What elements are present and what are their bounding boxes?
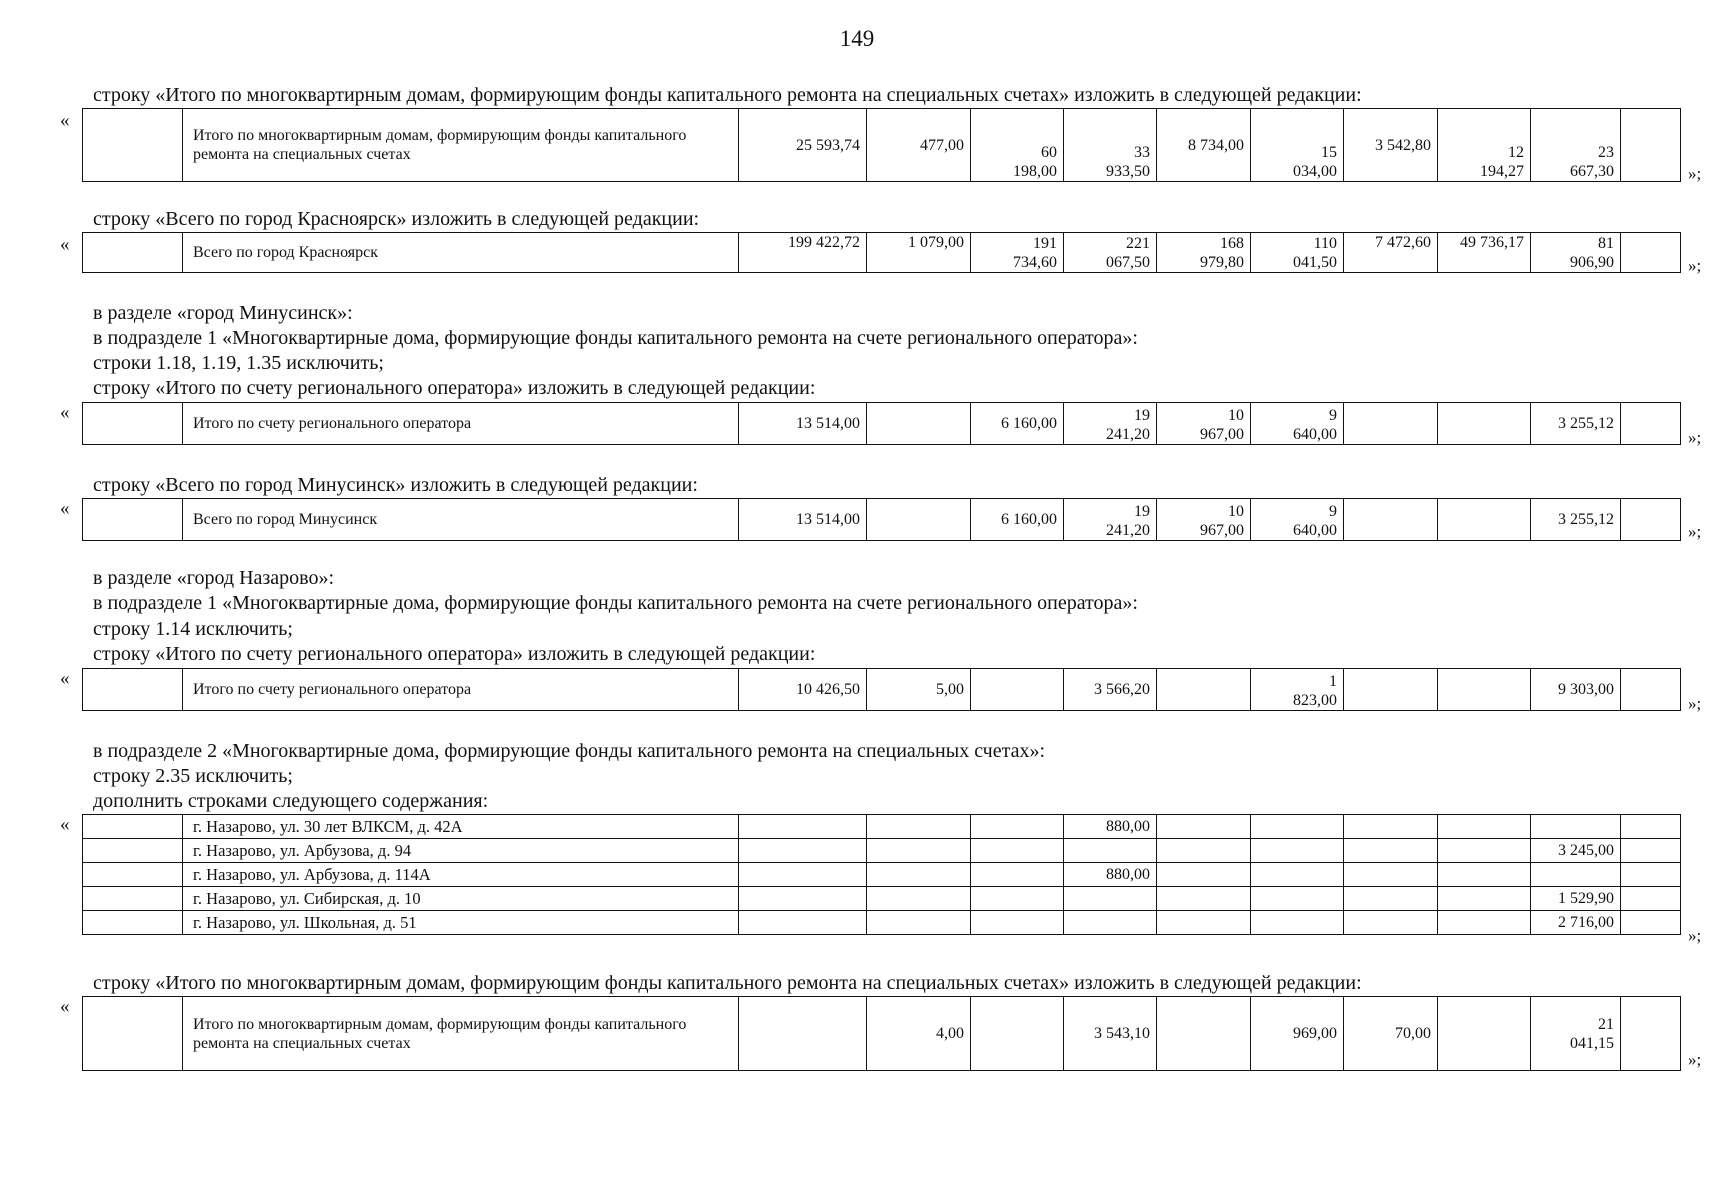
table-cell: 9 640,00 <box>1251 403 1344 445</box>
table-cell <box>739 839 867 863</box>
row-name: Всего по город Красноярск <box>183 233 739 273</box>
closing-quote: »; <box>1688 926 1702 945</box>
table-cell <box>867 887 971 911</box>
table-cell: 13 514,00 <box>739 499 867 541</box>
table-cell: 15 034,00 <box>1251 109 1344 182</box>
opening-quote: « <box>60 234 70 255</box>
row-name: Итого по счету регионального оператора <box>183 669 739 711</box>
table-cell <box>1251 911 1344 935</box>
table-cell <box>83 109 183 182</box>
table-cell <box>1344 839 1438 863</box>
instruction-line: в разделе «город Минусинск»: <box>93 302 353 324</box>
address-cell: г. Назарово, ул. Школьная, д. 51 <box>183 911 739 935</box>
instruction-line: строку 1.14 исключить; <box>93 618 293 640</box>
table-cell <box>1621 233 1681 273</box>
instruction-line: в подразделе 1 «Многоквартирные дома, формирующие фонды капитального ремонта на счете регионального оператора»: <box>93 592 1138 614</box>
table-cell <box>1438 499 1531 541</box>
amendment-table-total-special-accounts <box>82 108 1681 182</box>
table-cell <box>1064 911 1157 935</box>
table-cell <box>1344 669 1438 711</box>
table-cell: 6 160,00 <box>971 403 1064 445</box>
table-cell: 5,00 <box>867 669 971 711</box>
table-cell: 70,00 <box>1344 997 1438 1071</box>
instruction-line: строки 1.18, 1.19, 1.35 исключить; <box>93 352 384 374</box>
instruction-line: строку «Итого по многоквартирным домам, формирующим фонды капитального ремонта на специальных счетах» изложить в следующей редакции: <box>93 972 1362 994</box>
table-cell: 9 303,00 <box>1531 669 1621 711</box>
table-row <box>83 911 1681 935</box>
table-cell <box>1344 403 1438 445</box>
page-number: 149 <box>839 26 875 51</box>
table-cell <box>739 887 867 911</box>
amendment-table-nazarovo-special-total <box>82 996 1681 1071</box>
table-cell <box>971 815 1064 839</box>
table-row <box>83 815 1681 839</box>
instruction-line: строку «Итого по счету регионального оператора» изложить в следующей редакции: <box>93 643 816 665</box>
table-row <box>83 887 1681 911</box>
table-cell <box>739 815 867 839</box>
table-cell <box>1251 887 1344 911</box>
table-row <box>83 863 1681 887</box>
table-cell: 3 542,80 <box>1344 109 1438 182</box>
table-cell <box>83 233 183 273</box>
instruction-line: строку «Всего по город Минусинск» изложить в следующей редакции: <box>93 474 698 496</box>
closing-quote: »; <box>1688 1050 1702 1069</box>
table-cell <box>1438 863 1531 887</box>
table-cell <box>971 839 1064 863</box>
table-cell <box>1157 863 1251 887</box>
table-cell <box>739 863 867 887</box>
table-cell <box>971 669 1064 711</box>
table-cell <box>83 887 183 911</box>
table-cell <box>1157 815 1251 839</box>
table-cell: 60 198,00 <box>971 109 1064 182</box>
table-cell <box>1438 997 1531 1071</box>
table-cell <box>1531 863 1621 887</box>
table-cell: 168 979,80 <box>1157 233 1251 273</box>
table-row <box>83 403 1681 445</box>
table-row <box>83 109 1681 182</box>
table-cell <box>1157 669 1251 711</box>
table-cell <box>971 911 1064 935</box>
address-cell: г. Назарово, ул. Сибирская, д. 10 <box>183 887 739 911</box>
table-cell <box>867 839 971 863</box>
closing-quote: »; <box>1688 164 1702 183</box>
table-cell <box>1621 997 1681 1071</box>
table-cell: 10 426,50 <box>739 669 867 711</box>
table-cell <box>1438 403 1531 445</box>
table-cell <box>1157 997 1251 1071</box>
table-cell <box>1438 669 1531 711</box>
table-cell <box>83 499 183 541</box>
table-cell: 25 593,74 <box>739 109 867 182</box>
opening-quote: « <box>60 668 70 689</box>
table-cell <box>1621 863 1681 887</box>
table-row <box>83 669 1681 711</box>
closing-quote: »; <box>1688 428 1702 447</box>
table-cell: 1 079,00 <box>867 233 971 273</box>
table-cell <box>83 997 183 1071</box>
table-cell: 49 736,17 <box>1438 233 1531 273</box>
row-name: Всего по город Минусинск <box>183 499 739 541</box>
instruction-line: дополнить строками следующего содержания: <box>93 790 489 812</box>
table-cell <box>1157 839 1251 863</box>
table-cell: 10 967,00 <box>1157 499 1251 541</box>
address-cell: г. Назарово, ул. Арбузова, д. 114А <box>183 863 739 887</box>
table-cell <box>1621 839 1681 863</box>
table-cell <box>83 815 183 839</box>
table-cell: 880,00 <box>1064 815 1157 839</box>
table-cell <box>739 911 867 935</box>
table-cell <box>1621 887 1681 911</box>
table-cell <box>867 863 971 887</box>
table-cell: 969,00 <box>1251 997 1344 1071</box>
table-cell: 3 255,12 <box>1531 403 1621 445</box>
table-cell <box>83 863 183 887</box>
table-cell <box>1621 815 1681 839</box>
table-cell: 880,00 <box>1064 863 1157 887</box>
table-cell <box>1438 839 1531 863</box>
opening-quote: « <box>60 814 70 835</box>
table-cell <box>1251 839 1344 863</box>
table-cell <box>1344 815 1438 839</box>
address-cell: г. Назарово, ул. 30 лет ВЛКСМ, д. 42А <box>183 815 739 839</box>
table-cell <box>1438 911 1531 935</box>
opening-quote: « <box>60 498 70 519</box>
table-cell: 10 967,00 <box>1157 403 1251 445</box>
table-cell: 1 529,90 <box>1531 887 1621 911</box>
table-cell <box>1621 669 1681 711</box>
table-cell: 6 160,00 <box>971 499 1064 541</box>
table-cell: 221 067,50 <box>1064 233 1157 273</box>
table-row <box>83 233 1681 273</box>
table-cell: 7 472,60 <box>1344 233 1438 273</box>
table-cell <box>1251 815 1344 839</box>
table-cell: 33 933,50 <box>1064 109 1157 182</box>
closing-quote: »; <box>1688 256 1702 275</box>
table-cell <box>83 403 183 445</box>
table-row <box>83 499 1681 541</box>
table-cell <box>867 815 971 839</box>
table-cell <box>971 887 1064 911</box>
row-name: Итого по многоквартирным домам, формирующим фонды капитального ремонта на специальных счетах <box>183 109 739 182</box>
table-cell <box>739 997 867 1071</box>
row-name: Итого по многоквартирным домам, формирующим фонды капитального ремонта на специальных счетах <box>183 997 739 1071</box>
table-cell: 199 422,72 <box>739 233 867 273</box>
table-cell <box>971 997 1064 1071</box>
instruction-line: строку «Всего по город Красноярск» изложить в следующей редакции: <box>93 208 700 230</box>
table-cell: 2 716,00 <box>1531 911 1621 935</box>
table-cell: 19 241,20 <box>1064 499 1157 541</box>
table-cell: 3 245,00 <box>1531 839 1621 863</box>
instruction-line: строку «Итого по многоквартирным домам, формирующим фонды капитального ремонта на специальных счетах» изложить в следующей редакции: <box>93 84 1362 106</box>
table-cell: 1 823,00 <box>1251 669 1344 711</box>
opening-quote: « <box>60 402 70 423</box>
table-cell <box>1064 839 1157 863</box>
table-cell <box>1344 499 1438 541</box>
table-cell <box>1438 815 1531 839</box>
amendment-table-minusinsk-total <box>82 498 1681 541</box>
table-cell: 13 514,00 <box>739 403 867 445</box>
table-cell <box>83 839 183 863</box>
table-cell <box>1621 403 1681 445</box>
table-cell: 21 041,15 <box>1531 997 1621 1071</box>
amendment-table-minusinsk-regional <box>82 402 1681 445</box>
opening-quote: « <box>60 996 70 1017</box>
table-cell <box>83 911 183 935</box>
table-cell: 191 734,60 <box>971 233 1064 273</box>
table-cell <box>1251 863 1344 887</box>
table-row <box>83 839 1681 863</box>
table-cell <box>1621 499 1681 541</box>
table-cell <box>83 669 183 711</box>
table-cell: 23 667,30 <box>1531 109 1621 182</box>
table-cell: 3 255,12 <box>1531 499 1621 541</box>
table-cell: 19 241,20 <box>1064 403 1157 445</box>
table-cell: 81 906,90 <box>1531 233 1621 273</box>
instruction-line: в подразделе 2 «Многоквартирные дома, формирующие фонды капитального ремонта на специальных счетах»: <box>93 740 1046 762</box>
table-cell: 4,00 <box>867 997 971 1071</box>
table-cell <box>1438 887 1531 911</box>
table-cell <box>1344 911 1438 935</box>
instruction-line: строку «Итого по счету регионального оператора» изложить в следующей редакции: <box>93 377 816 399</box>
table-cell: 477,00 <box>867 109 971 182</box>
instruction-line: в разделе «город Назарово»: <box>93 567 335 589</box>
amendment-table-nazarovo-regional <box>82 668 1681 711</box>
table-cell: 110 041,50 <box>1251 233 1344 273</box>
opening-quote: « <box>60 110 70 131</box>
table-cell <box>867 403 971 445</box>
table-cell <box>1621 911 1681 935</box>
table-cell: 8 734,00 <box>1157 109 1251 182</box>
table-cell <box>1064 887 1157 911</box>
table-cell: 3 566,20 <box>1064 669 1157 711</box>
table-cell <box>1621 109 1681 182</box>
table-cell <box>1344 887 1438 911</box>
instruction-line: в подразделе 1 «Многоквартирные дома, формирующие фонды капитального ремонта на счете регионального оператора»: <box>93 327 1138 349</box>
closing-quote: »; <box>1688 694 1702 713</box>
table-cell <box>1344 863 1438 887</box>
address-cell: г. Назарово, ул. Арбузова, д. 94 <box>183 839 739 863</box>
instruction-line: строку 2.35 исключить; <box>93 765 293 787</box>
amendment-table-nazarovo-addresses <box>82 814 1681 935</box>
table-cell: 9 640,00 <box>1251 499 1344 541</box>
row-name: Итого по счету регионального оператора <box>183 403 739 445</box>
table-cell <box>1157 911 1251 935</box>
table-cell <box>867 499 971 541</box>
table-cell: 12 194,27 <box>1438 109 1531 182</box>
amendment-table-krasnoyarsk <box>82 232 1681 273</box>
table-cell <box>1531 815 1621 839</box>
table-cell <box>971 863 1064 887</box>
table-cell <box>867 911 971 935</box>
table-cell: 3 543,10 <box>1064 997 1157 1071</box>
table-row <box>83 997 1681 1071</box>
closing-quote: »; <box>1688 522 1702 541</box>
table-cell <box>1157 887 1251 911</box>
